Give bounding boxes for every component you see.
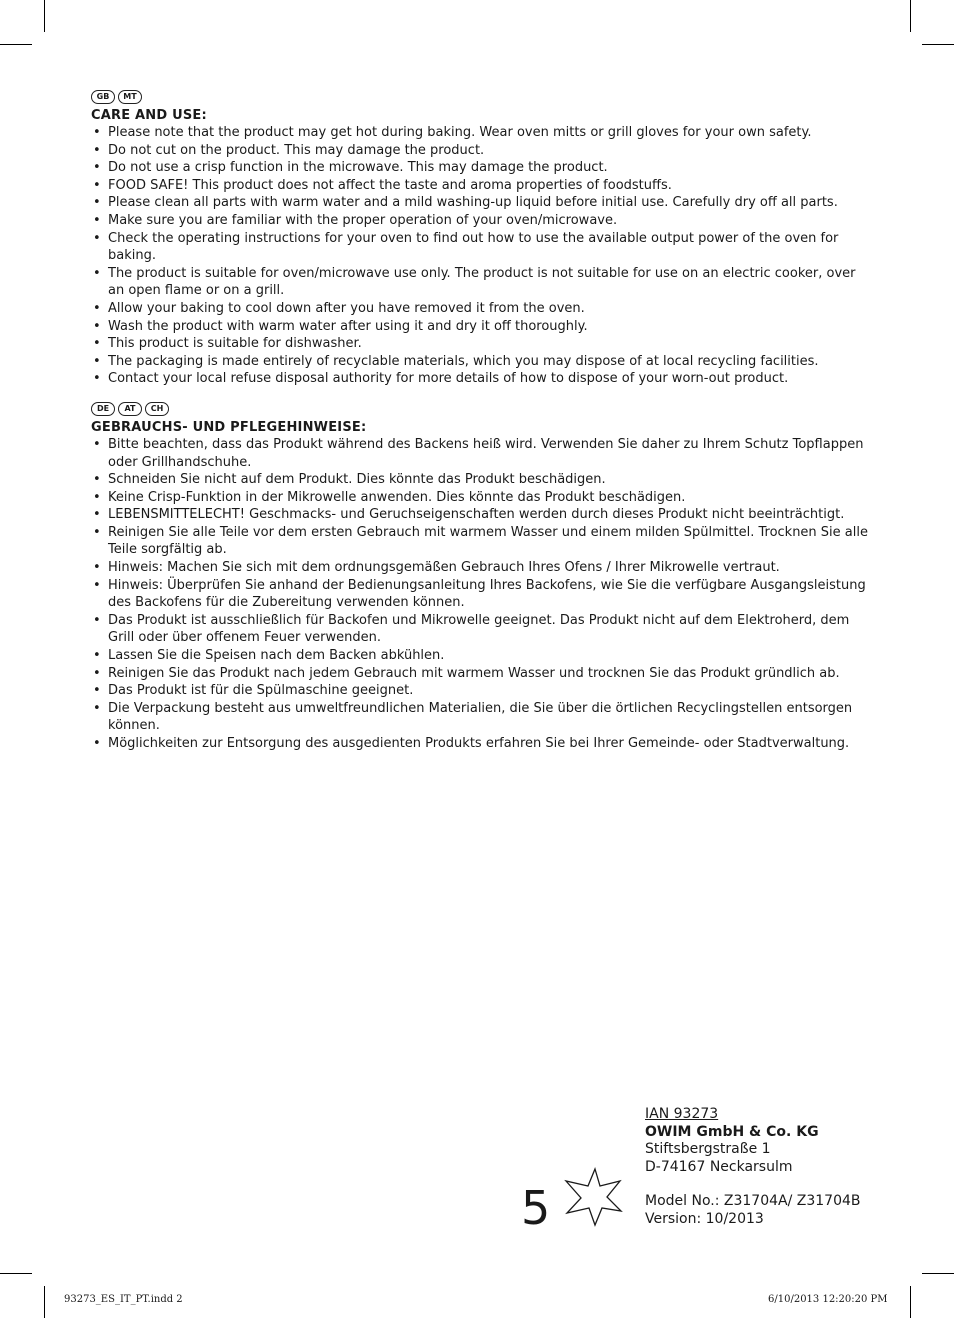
language-badge: CH	[145, 402, 169, 416]
model-number: Model No.: Z31704A/ Z31704B	[645, 1193, 861, 1209]
list-item: • Hinweis: Machen Sie sich mit dem ordnungsgemäßen Gebrauch Ihres Ofens / Ihrer Mikrowelle vertraut.	[91, 559, 871, 577]
list-item: • Bitte beachten, dass das Produkt während des Backens heiß wird. Verwenden Sie daher zu Ihrem Schutz Topflappen oder Grillhandschuhe.	[91, 436, 871, 471]
list-item: • Schneiden Sie nicht auf dem Produkt. Dies könnte das Produkt beschädigen.	[91, 471, 871, 489]
crop-mark	[44, 1286, 45, 1318]
list-item: • Wash the product with warm water after using it and dry it off thoroughly.	[91, 318, 871, 336]
list-item: • Lassen Sie die Speisen nach dem Backen abkühlen.	[91, 647, 871, 665]
crop-mark	[0, 44, 32, 45]
list-item: • FOOD SAFE! This product does not affect the taste and aroma properties of foodstuffs.	[91, 177, 871, 195]
ian-number: IAN 93273	[645, 1106, 719, 1122]
language-badge: MT	[118, 90, 142, 104]
crop-mark	[922, 1273, 954, 1274]
crop-mark	[0, 1273, 32, 1274]
manufacturer-info	[645, 1106, 861, 1228]
document-body	[91, 90, 871, 767]
crop-mark	[910, 0, 911, 32]
language-badge: GB	[91, 90, 115, 104]
section-heading: CARE AND USE:	[91, 108, 207, 123]
list-item: • Please clean all parts with warm water and a mild washing-up liquid before initial use. Carefully dry off all parts.	[91, 194, 871, 212]
list-item: • Reinigen Sie das Produkt nach jedem Gebrauch mit warmem Wasser und trocknen Sie das Produkt gründlich ab.	[91, 665, 871, 683]
list-item: • Reinigen Sie alle Teile vor dem ersten Gebrauch mit warmem Wasser und einem milden Spülmittel. Trocknen Sie alle Teile sorgfältig ab.	[91, 524, 871, 559]
language-badges	[91, 402, 871, 416]
slug-timestamp: 6/10/2013 12:20:20 PM	[768, 1294, 888, 1305]
list-item: • Möglichkeiten zur Entsorgung des ausgedienten Produkts erfahren Sie bei Ihrer Gemeinde- oder Stadtverwaltung.	[91, 735, 871, 753]
section-german	[91, 402, 871, 753]
list-item: • The packaging is made entirely of recyclable materials, which you may dispose of at local recycling facilities.	[91, 353, 871, 371]
language-badge: AT	[118, 402, 142, 416]
street-address: Stiftsbergstraße 1	[645, 1141, 771, 1157]
instruction-list	[91, 124, 871, 388]
list-item: • Do not cut on the product. This may damage the product.	[91, 142, 871, 160]
list-item: • This product is suitable for dishwasher.	[91, 335, 871, 353]
version-info: Version: 10/2013	[645, 1210, 764, 1227]
slug-filename: 93273_ES_IT_PT.indd 2	[64, 1294, 183, 1305]
list-item: • Contact your local refuse disposal authority for more details of how to dispose of your worn-out product.	[91, 370, 871, 388]
list-item: • Do not use a crisp function in the microwave. This may damage the product.	[91, 159, 871, 177]
instruction-list	[91, 436, 871, 753]
list-item: • Das Produkt ist ausschließlich für Backofen und Mikrowelle geeignet. Das Produkt nicht auf dem Elektroherd, dem Grill oder über offenem Feuer verwenden.	[91, 612, 871, 647]
list-item: • Please note that the product may get hot during baking. Wear oven mitts or grill gloves for your own safety.	[91, 124, 871, 142]
list-item: • LEBENSMITTELECHT! Geschmacks- und Geruchseigenschaften werden durch dieses Produkt nicht beeinträchtigt.	[91, 506, 871, 524]
crop-mark	[44, 0, 45, 32]
list-item: • Allow your baking to cool down after you have removed it from the oven.	[91, 300, 871, 318]
list-item: • Hinweis: Überprüfen Sie anhand der Bedienungsanleitung Ihres Backofens, wie Sie die verfügbare Ausgangsleistung des Backofens für die Zubereitung verwenden können.	[91, 577, 871, 612]
list-item: • The product is suitable for oven/microwave use only. The product is not suitable for use on an electric cooker, over an open flame or on a grill.	[91, 265, 871, 300]
language-badges	[91, 90, 871, 104]
crop-mark	[910, 1286, 911, 1318]
list-item: • Check the operating instructions for your oven to find out how to use the available output power of the oven for baking.	[91, 230, 871, 265]
section-heading: GEBRAUCHS- UND PFLEGEHINWEISE:	[91, 419, 367, 435]
star-icon	[562, 1167, 624, 1227]
crop-mark	[922, 44, 954, 45]
page-number: 5	[521, 1181, 551, 1235]
list-item: • Die Verpackung besteht aus umweltfreundlichen Materialien, die Sie über die örtlichen Recyclingstellen entsorgen können.	[91, 700, 871, 735]
list-item: • Das Produkt ist für die Spülmaschine geeignet.	[91, 682, 871, 700]
company-name: OWIM GmbH & Co. KG	[645, 1123, 819, 1140]
language-badge: DE	[91, 402, 115, 416]
list-item: • Keine Crisp-Funktion in der Mikrowelle anwenden. Dies könnte das Produkt beschädigen.	[91, 489, 871, 507]
section-english	[91, 90, 871, 388]
city-address: D-74167 Neckarsulm	[645, 1158, 793, 1175]
list-item: • Make sure you are familiar with the proper operation of your oven/microwave.	[91, 212, 871, 230]
